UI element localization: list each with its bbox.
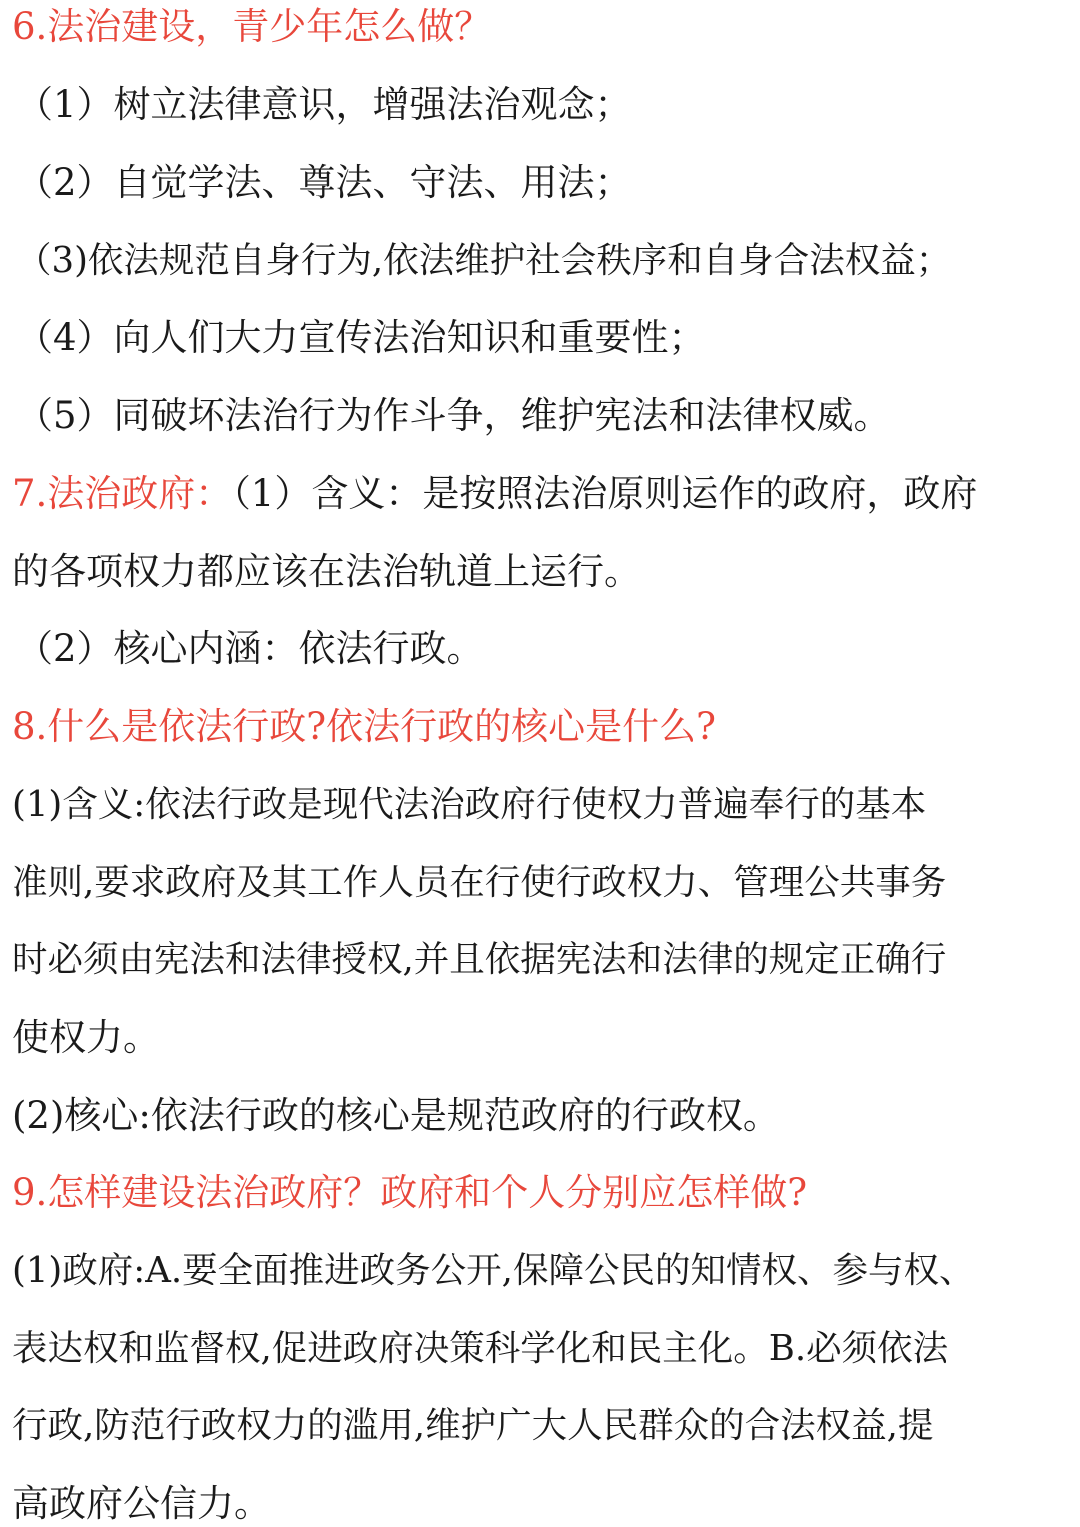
section-6-item-5: （5）同破坏法治行为作斗争，维护宪法和法律权威。 (16, 394, 891, 437)
section-7-definition-start: （1）含义：是按照法治原则运作的政府，政府 (232, 472, 978, 515)
section-8-line-2: 准则,要求政府及其工作人员在行使行政权力、管理公共事务 (12, 862, 947, 903)
section-9-line-1: (1)政府:A.要全面推进政务公开,保障公民的知情权、参与权、 (12, 1250, 975, 1291)
section-6-item-4: （4）向人们大力宣传法治知识和重要性； (16, 316, 706, 359)
section-6-item-1: （1）树立法律意识，增强法治观念； (16, 83, 632, 126)
section-7-line-1 (12, 472, 977, 516)
section-7-heading: 7.法治政府： (12, 472, 233, 515)
section-7-line-2: 的各项权力都应该在法治轨道上运行。 (12, 550, 641, 593)
section-6-heading: 6.法治建设，青少年怎么做？ (12, 5, 492, 48)
section-8-line-1: (1)含义:依法行政是现代法治政府行使权力普遍奉行的基本 (12, 784, 927, 825)
section-6-item-2: （2）自觉学法、尊法、守法、用法； (16, 161, 632, 204)
section-9-heading: 9.怎样建设法治政府？政府和个人分别应怎样做? (12, 1171, 808, 1214)
section-6-item-3: （3)依法规范自身行为,依法维护社会秩序和自身合法权益； (16, 240, 952, 281)
section-8-line-5: (2)核心:依法行政的核心是规范政府的行政权。 (12, 1094, 780, 1137)
section-9-line-3: 行政,防范行政权力的滥用,维护广大人民群众的合法权益,提 (12, 1405, 934, 1446)
section-8-line-3: 时必须由宪法和法律授权,并且依据宪法和法律的规定正确行 (12, 939, 947, 980)
section-8-line-4: 使权力。 (12, 1016, 160, 1059)
section-8-heading: 8.什么是依法行政?依法行政的核心是什么? (12, 705, 716, 748)
section-7-line-3: （2）核心内涵：依法行政。 (16, 627, 484, 670)
section-9-line-2: 表达权和监督权,促进政府决策科学化和民主化。B.必须依法 (12, 1328, 949, 1369)
section-9-line-4: 高政府公信力。 (12, 1482, 271, 1525)
